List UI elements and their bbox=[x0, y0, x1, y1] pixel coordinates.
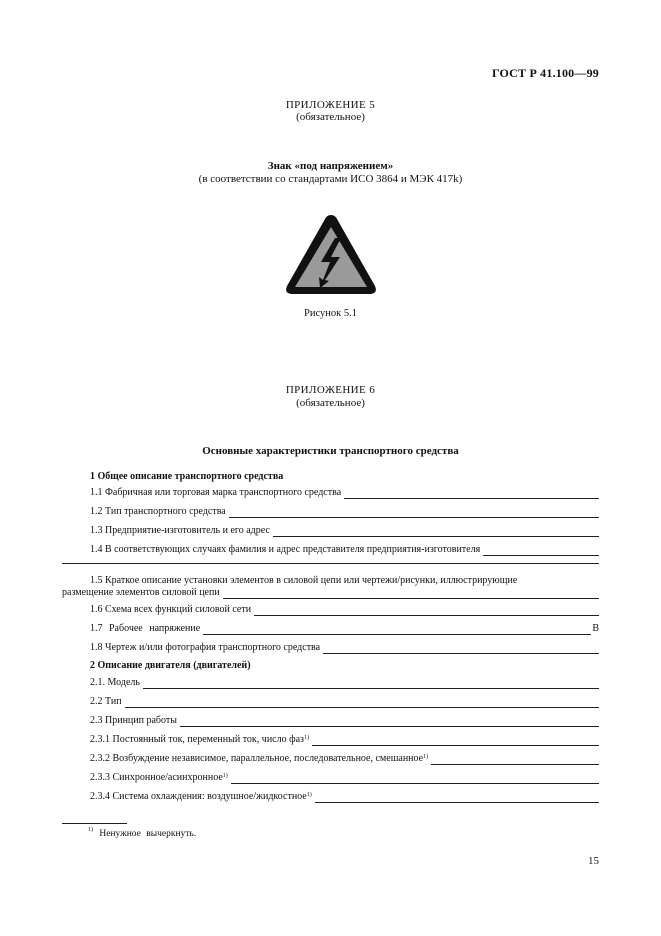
field-2-1-label: 2.1. Модель bbox=[90, 677, 140, 688]
figure-caption: Рисунок 5.1 bbox=[304, 308, 357, 319]
appendix-6-title: ПРИЛОЖЕНИЕ 6 bbox=[285, 384, 376, 396]
field-1-6 bbox=[90, 604, 599, 616]
field-2-2 bbox=[90, 696, 599, 708]
footnote-mark: 1) bbox=[88, 827, 93, 833]
high-voltage-warning-sign bbox=[283, 212, 379, 298]
footnote-ref: 1) bbox=[222, 773, 228, 779]
footnote-ref: 1) bbox=[303, 735, 309, 741]
footnote-text: Ненужное вычеркнуть. bbox=[99, 829, 197, 839]
field-1-3 bbox=[90, 525, 599, 537]
field-2-1 bbox=[90, 677, 599, 689]
field-1-8 bbox=[90, 642, 599, 654]
field-1-2-label: 1.2 Тип транспортного средства bbox=[90, 506, 226, 517]
field-2-3-1-label: 2.3.1 Постоянный ток, переменный ток, число фаз bbox=[90, 734, 304, 745]
field-1-1-label: 1.1 Фабричная или торговая марка транспортного средства bbox=[90, 487, 342, 498]
field-1-1 bbox=[90, 487, 599, 499]
field-2-3-4-label: 2.3.4 Система охлаждения: воздушное/жидкостное bbox=[90, 791, 307, 802]
high-voltage-icon bbox=[283, 212, 379, 298]
field-2-3-label: 2.3 Принцип работы bbox=[90, 715, 177, 726]
field-2-3-2 bbox=[90, 753, 599, 765]
field-1-3-label: 1.3 Предприятие-изготовитель и его адрес bbox=[90, 525, 270, 536]
field-1-4-label: 1.4 В соответствующих случаях фамилия и адрес представителя предприятия-изготовителя bbox=[90, 544, 481, 555]
page-number: 15 bbox=[588, 855, 599, 867]
field-1-7-label: 1.7 Рабочее напряжение bbox=[90, 623, 201, 634]
field-2-3 bbox=[90, 715, 599, 727]
field-1-4 bbox=[90, 544, 599, 556]
appendix-6-status: (обязательное) bbox=[296, 397, 365, 409]
field-2-3-1 bbox=[90, 734, 599, 746]
field-1-1-blank bbox=[344, 489, 599, 499]
field-1-4-continuation-line bbox=[62, 563, 599, 564]
sign-subtitle: (в соответствии со стандартами ИСО 3864 и МЭК 417k) bbox=[198, 173, 463, 185]
field-1-7-unit: В bbox=[592, 623, 599, 634]
field-2-3-3-label: 2.3.3 Синхронное/асинхронное bbox=[90, 772, 223, 783]
field-1-5-blank bbox=[223, 589, 599, 599]
field-2-3-1-blank bbox=[312, 736, 599, 746]
footnote-separator bbox=[62, 823, 127, 824]
section-2-heading: 2 Описание двигателя (двигателей) bbox=[90, 660, 251, 671]
field-1-8-label: 1.8 Чертеж и/или фотография транспортного средства bbox=[90, 642, 321, 653]
appendix-5-status: (обязательное) bbox=[296, 111, 365, 123]
field-2-3-3-blank bbox=[231, 774, 599, 784]
field-2-2-blank bbox=[125, 698, 599, 708]
field-1-3-blank bbox=[273, 527, 599, 537]
sign-title: Знак «под напряжением» bbox=[267, 160, 394, 172]
document-code: ГОСТ Р 41.100—99 bbox=[491, 66, 599, 80]
field-1-2 bbox=[90, 506, 599, 518]
footnote-ref: 1) bbox=[423, 754, 429, 760]
field-1-5-line-1: 1.5 Краткое описание установки элементов в силовой цепи или чертежи/рисунки, иллюстрирующие bbox=[90, 575, 518, 586]
main-title: Основные характеристики транспортного средства bbox=[202, 445, 459, 457]
appendix-5-title: ПРИЛОЖЕНИЕ 5 bbox=[285, 99, 376, 111]
field-2-3-2-label: 2.3.2 Возбуждение независимое, параллельное, последовательное, смешанное bbox=[90, 753, 424, 764]
field-2-1-blank bbox=[143, 679, 599, 689]
field-1-5 bbox=[62, 587, 599, 599]
field-2-3-4-blank bbox=[315, 793, 599, 803]
field-2-3-2-blank bbox=[431, 755, 599, 765]
field-2-3-3 bbox=[90, 772, 599, 784]
field-1-6-label: 1.6 Схема всех функций силовой сети bbox=[90, 604, 252, 615]
field-1-7 bbox=[90, 623, 599, 635]
field-2-3-blank bbox=[180, 717, 599, 727]
field-1-6-blank bbox=[254, 606, 599, 616]
field-1-8-blank bbox=[323, 644, 599, 654]
footnote bbox=[88, 829, 196, 839]
section-1-heading: 1 Общее описание транспортного средства bbox=[90, 471, 284, 482]
field-1-5-line-2: размещение элементов силовой цепи bbox=[62, 587, 220, 598]
field-2-3-4 bbox=[90, 791, 599, 803]
field-1-2-blank bbox=[229, 508, 599, 518]
field-2-2-label: 2.2 Тип bbox=[90, 696, 122, 707]
field-1-5-text bbox=[62, 575, 599, 587]
field-1-4-blank bbox=[483, 546, 599, 556]
field-1-7-blank bbox=[203, 625, 591, 635]
footnote-ref: 1) bbox=[306, 792, 312, 798]
